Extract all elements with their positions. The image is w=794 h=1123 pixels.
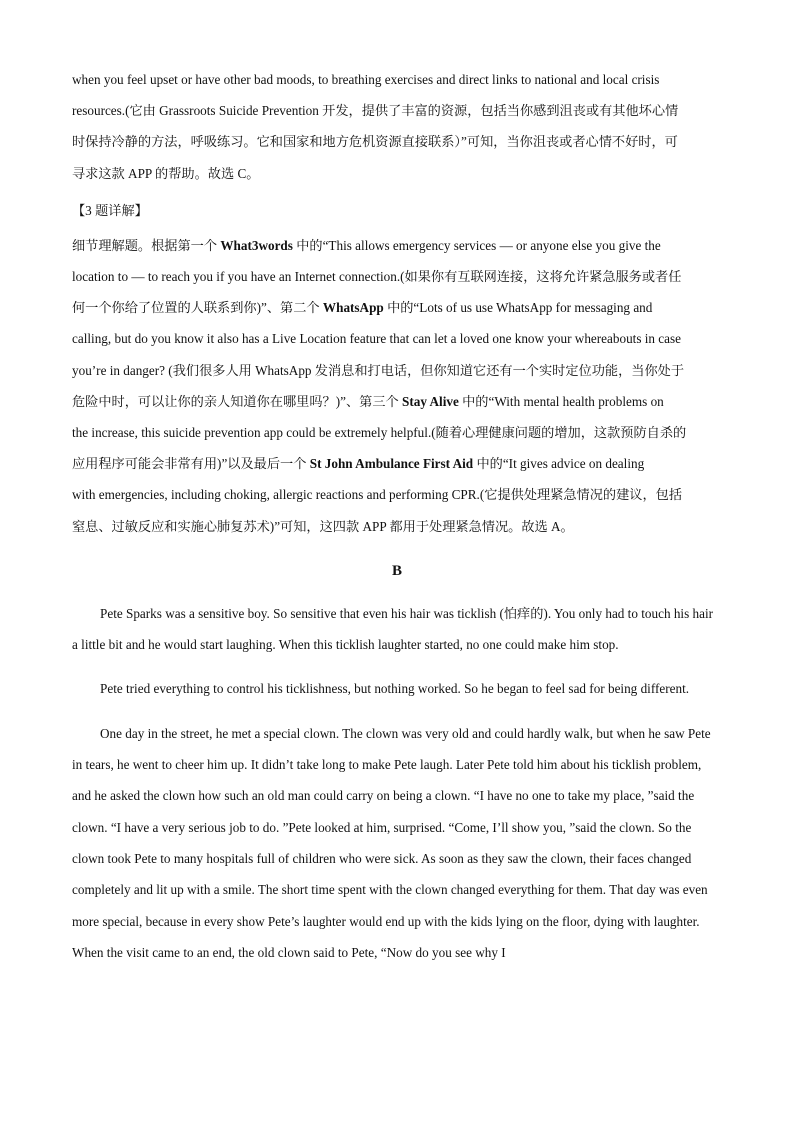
text-line: resources.(它由 Grassroots Suicide Prevention 开发，提供了丰富的资源，包括当你感到沮丧或有其他坏心情	[72, 103, 679, 119]
text-line: 应用程序可能会非常有用)”以及最后一个 St John Ambulance First Aid 中的“It gives advice on dealing	[72, 456, 645, 472]
text-line: you’re in danger? (我们很多人用 WhatsApp 发消息和打电话，但你知道它还有一个实时定位功能，当你处于	[72, 362, 685, 378]
text-line: 危险中时，可以让你的亲人知道你在哪里吗？)”、第三个 Stay Alive 中的“With mental health problems on	[72, 393, 664, 409]
text-line: location to — to reach you if you have an Internet connection.(如果你有互联网连接，这将允许紧急服务或者任	[72, 269, 682, 285]
text-line: calling, but do you know it also has a Live Location feature that can let a loved one know your whereabouts in case	[72, 331, 682, 347]
app-name: What3words	[220, 237, 293, 253]
passage-paragraph: Pete Sparks was a sensitive boy. So sensitive that even his hair was ticklish (怕痒的). You only had to touch his hair a little bit and he would start laughing. When this ticklish laughter started, no one could make him stop.	[72, 605, 714, 653]
text-line: 寻求这款 APP 的帮助。故选 C。	[72, 165, 260, 181]
text-line: 细节理解题。根据第一个 What3words 中的“This allows emergency services — or anyone else you give the	[72, 237, 661, 253]
reading-passage	[72, 598, 722, 968]
section-title: B	[391, 562, 402, 579]
text-line: 窒息、过敏反应和实施心肺复苏术)”可知，这四款 APP 都用于处理紧急情况。故选 A。	[72, 518, 574, 534]
answer-3-explanation	[72, 230, 722, 542]
text-line: when you feel upset or have other bad moods, to breathing exercises and direct links to national and local crisis	[72, 72, 660, 87]
passage-paragraph: Pete tried everything to control his ticklishness, but nothing worked. So he began to feel sad for being different.	[100, 681, 690, 697]
text-line: the increase, this suicide prevention app could be extremely helpful.(随着心理健康问题的增加，这款预防自杀的	[72, 425, 687, 441]
question-3-heading: 【3 题详解】	[72, 202, 148, 218]
text-line: 时保持冷静的方法，呼吸练习。它和国家和地方危机资源直接联系）”可知，当你沮丧或者心情不好时，可	[72, 134, 678, 150]
app-name: St John Ambulance First Aid	[309, 456, 474, 472]
answer-2-explanation-tail	[72, 64, 722, 189]
app-name: WhatsApp	[322, 300, 384, 316]
app-name: Stay Alive	[402, 393, 459, 409]
text-line: 何一个你给了位置的人联系到你)”、第二个 WhatsApp 中的“Lots of us use WhatsApp for messaging and	[72, 300, 653, 316]
passage-paragraph: One day in the street, he met a special clown. The clown was very old and could hardly walk, but when he saw Pete in tears, he went to cheer him up. It didn’t take long to make Pete laugh. Later Pete told him about his ticklish problem, and he asked the clown how such an old man could carry on being a clown. “I have no one to take my place, ”said the clown. “I have a very serious job to do. ”Pete looked at him, surprised. “Come, I’ll show you, ”said the clown. So the clown took Pete to many hospitals full of children who were sick. As soon as they saw the clown, their faces changed completely and lit up with a smile. The short time spent with the clown changed everything for them. That day was even more special, because in every show Pete’s laughter would end up with the kids lying on the floor, dying with laughter. When the visit came to an end, the old clown said to Pete, “Now do you see why I	[72, 725, 711, 960]
text-line: with emergencies, including choking, allergic reactions and performing CPR.(它提供处理紧急情况的建议，包括	[72, 487, 683, 503]
document-page	[72, 64, 722, 968]
